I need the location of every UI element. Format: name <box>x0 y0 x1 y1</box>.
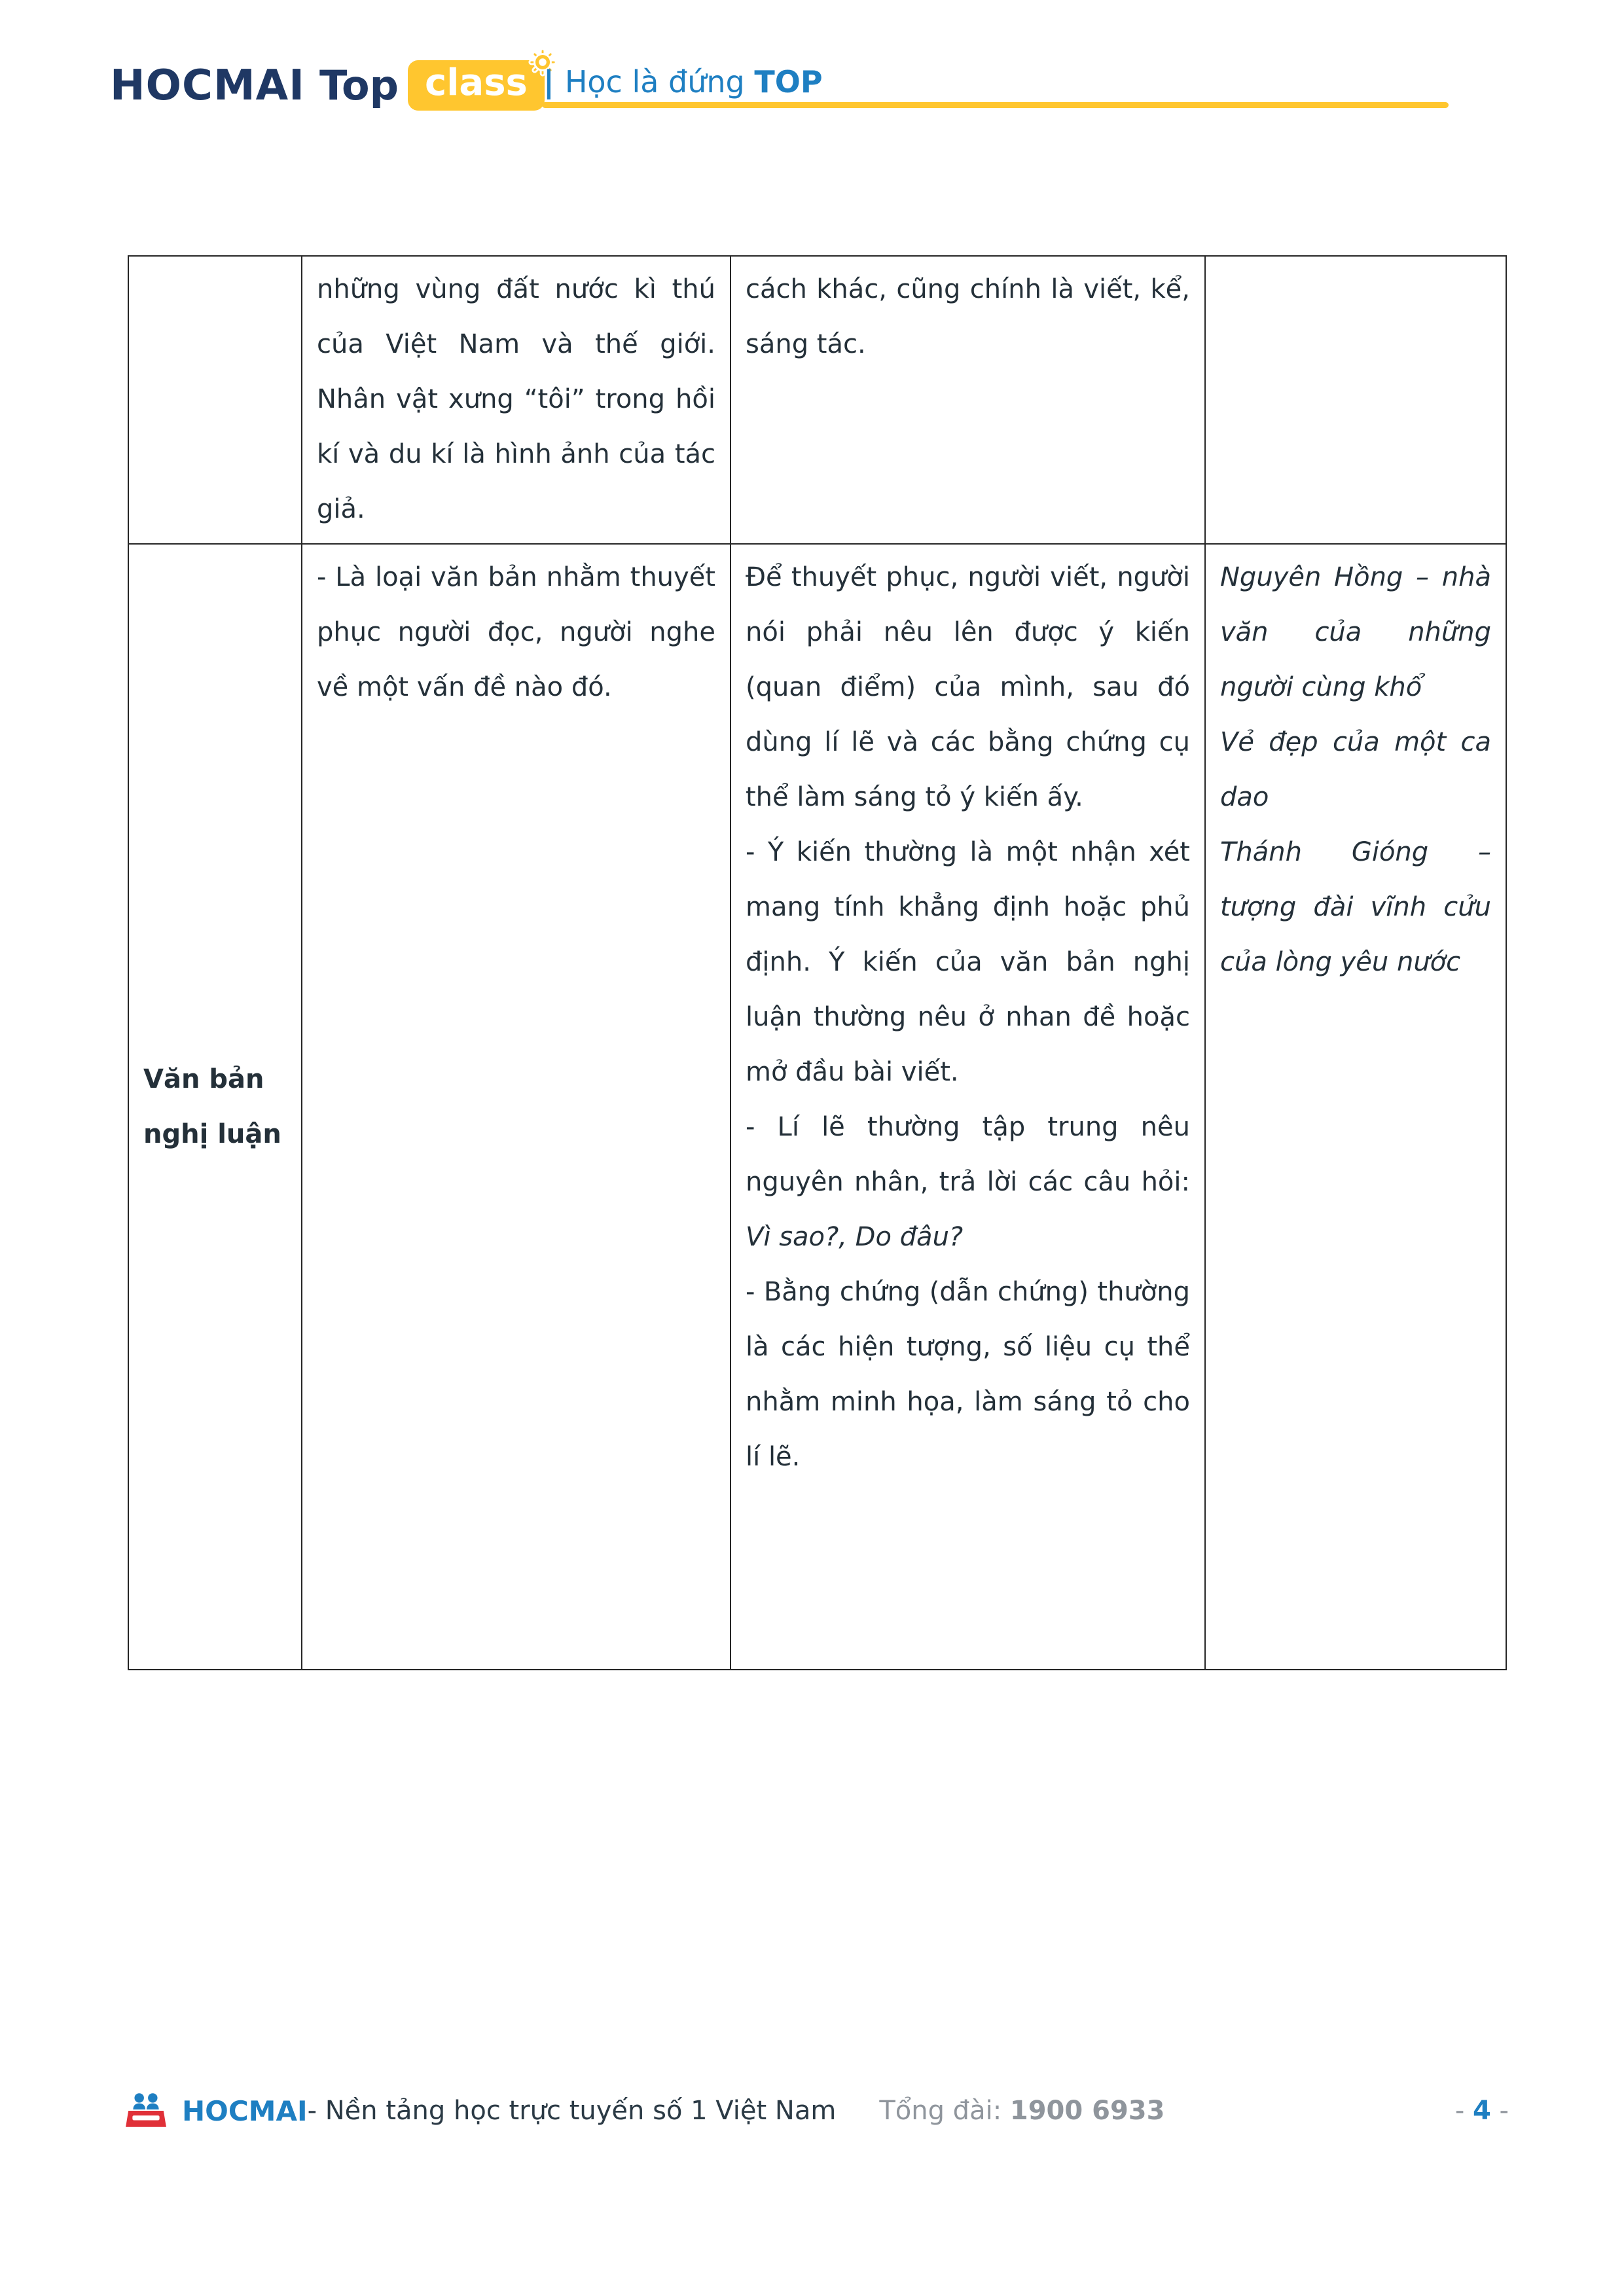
page-number-prefix: - <box>1454 2096 1473 2126</box>
details-cell <box>731 256 1205 544</box>
examples-cell <box>1205 544 1506 1670</box>
tagline-text: Học là đứng <box>564 64 755 99</box>
paragraph: Để thuyết phục, người viết, người nói phải nêu lên được ý kiến (quan điểm) của mình, sau đó dùng lí lẽ và các bằng chứng cụ thể làm sáng tỏ ý kiến ấy. <box>746 562 1190 812</box>
paragraph: cách khác, cũng chính là viết, kể, sáng tác. <box>746 274 1190 359</box>
paragraph <box>746 1100 1190 1265</box>
page-number <box>1455 2096 1509 2126</box>
footer-brand: HOCMAI <box>182 2094 308 2127</box>
row-label-cell <box>128 544 302 1670</box>
example-title: Thánh Gióng – tượng đài vĩnh cửu của lòng yêu nước <box>1220 837 1491 977</box>
hocmai-logo-icon <box>124 2089 168 2132</box>
header-tagline <box>543 64 823 99</box>
yellow-divider <box>542 102 1449 108</box>
logo-class-badge <box>408 60 545 111</box>
logo-class-text: class <box>425 62 528 104</box>
page-number-value: 4 <box>1473 2096 1491 2126</box>
hotline-number: 1900 6933 <box>1009 2096 1165 2126</box>
footer-hotline <box>879 2096 1164 2126</box>
example-title: Nguyên Hồng – nhà văn của những người cùng khổ <box>1220 562 1491 702</box>
row-label-cell-empty <box>128 256 302 544</box>
tagline-bold-text: TOP <box>754 64 823 99</box>
hotline-label: Tổng đài: <box>879 2096 1010 2126</box>
paragraph: - Ý kiến thường là một nhận xét mang tính khẳng định hoặc phủ định. Ý kiến của văn bản nghị luận thường nêu ở nhan đề hoặc mở đầu bài viết. <box>746 837 1190 1087</box>
example-title: Vẻ đẹp của một ca dao <box>1220 727 1491 812</box>
row-label: Văn bản nghị luận <box>143 1064 281 1149</box>
logo-top-text: Top <box>319 62 399 109</box>
page-number-suffix: - <box>1490 2096 1509 2126</box>
paragraph: - Bằng chứng (dẫn chứng) thường là các hiện tượng, số liệu cụ thể nhằm minh họa, làm sáng tỏ cho lí lẽ. <box>746 1277 1190 1472</box>
details-cell <box>731 544 1205 1670</box>
tagline-pipe: | <box>543 64 554 99</box>
logo-brand-text: HOCMAI <box>110 61 305 110</box>
page-footer <box>124 2089 1509 2132</box>
examples-cell-empty <box>1205 256 1506 544</box>
table-row-continued <box>128 256 1506 544</box>
table-row-van-ban-nghi-luan <box>128 544 1506 1670</box>
paragraph: - Là loại văn bản nhằm thuyết phục người đọc, người nghe về một vấn đề nào đó. <box>317 562 715 702</box>
definition-cell <box>302 544 731 1670</box>
definition-cell <box>302 256 731 544</box>
hocmai-topclass-logo <box>110 60 545 111</box>
paragraph: những vùng đất nước kì thú của Việt Nam và thế giới. Nhân vật xưng “tôi” trong hồi kí và du kí là hình ảnh của tác giả. <box>317 274 715 524</box>
paragraph-italic: Vì sao?, Do đâu? <box>746 1222 964 1252</box>
paragraph-lead: - Lí lẽ thường tập trung nêu nguyên nhân, trả lời các câu hỏi: <box>746 1112 1190 1197</box>
footer-description: - Nền tảng học trực tuyến số 1 Việt Nam <box>307 2096 837 2126</box>
content-table <box>128 255 1507 1670</box>
